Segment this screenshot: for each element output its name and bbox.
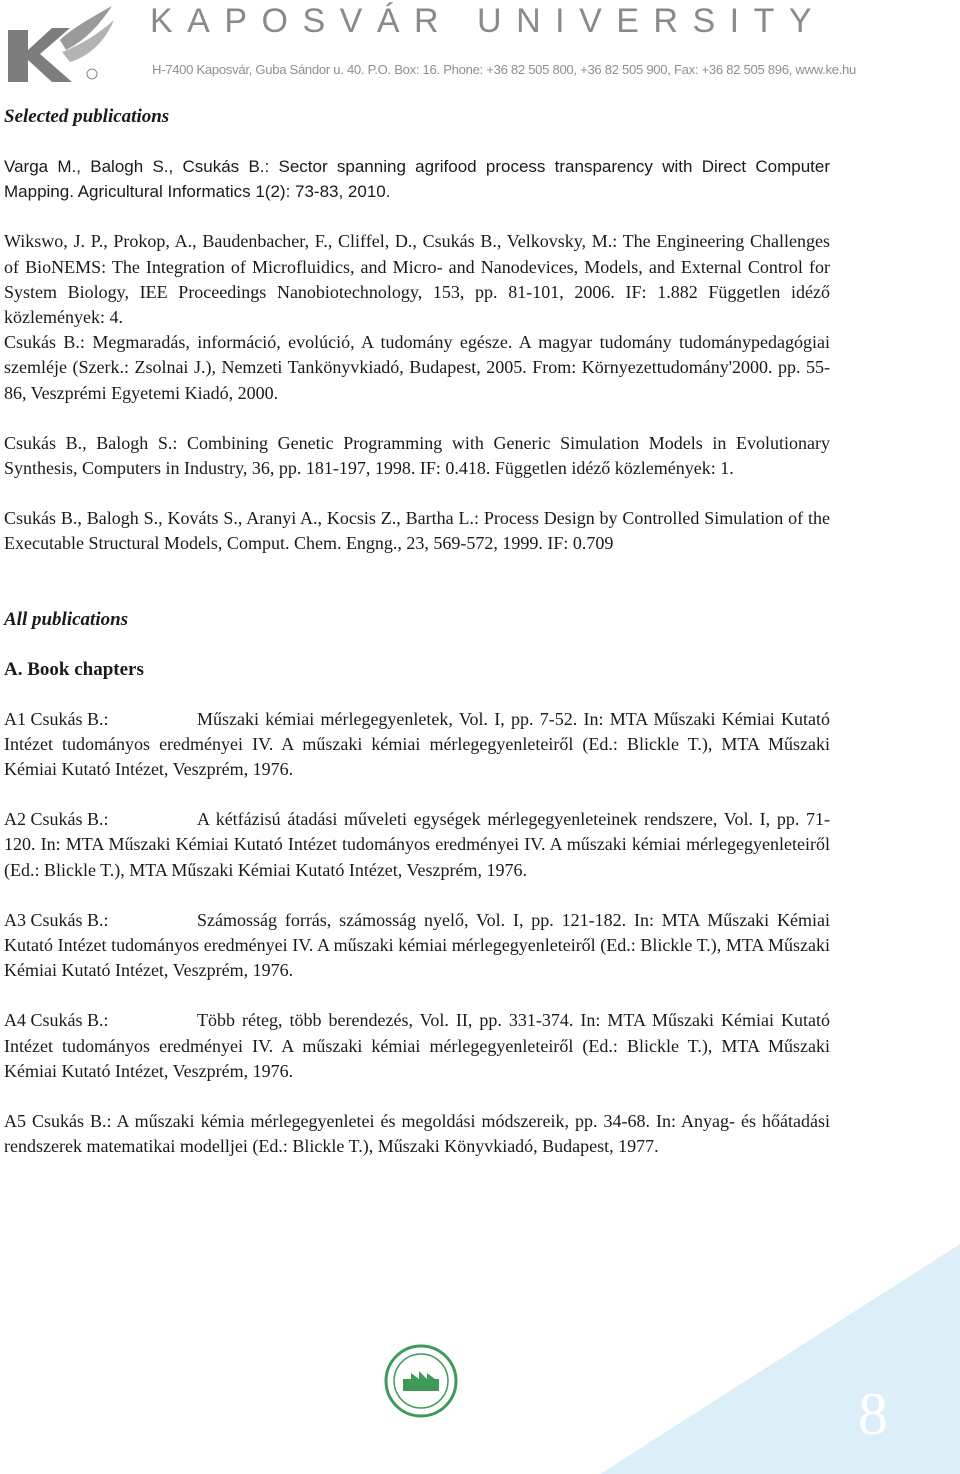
university-address: H-7400 Kaposvár, Guba Sándor u. 40. P.O. Box: 16. Phone: +36 82 505 800, +36 82 505 900, Fax: +36 82 505 896, www.ke.hu <box>152 62 857 77</box>
document-body <box>4 104 830 1159</box>
entry-text: Számosság forrás, számosság nyelő, Vol. I, pp. 121-182. In: MTA Műszaki Kémiai Kutató Intézet tudományos eredményei IV. A műszaki kémiai mérlegegyenleteiről (Ed.: Blickle T.), MTA Műszaki Kémiai Kutató Intézet, Veszprém, 1976. <box>4 909 830 981</box>
decorative-corner-triangle <box>600 1244 960 1474</box>
entry-label: A3 Csukás B.: <box>4 909 109 930</box>
entry-label: A4 Csukás B.: <box>4 1010 109 1031</box>
publication-entry: Csukás B.: Megmaradás, információ, evolúció, A tudomány egésze. A magyar tudomány tudománypedagógiai szemléje (Szerk.: Zsolnai J.), Nemzeti Tankönyvkiadó, Budapest, 2005. From: Környezettudomány'2000. pp. 55-86, Veszprémi Egyetemi Kiadó, 2000. <box>4 332 830 403</box>
entry-label: A2 Csukás B.: <box>4 809 109 830</box>
publication-entry: Varga M., Balogh S., Csukás B.: Sector spanning agrifood process transparency with Direct Computer Mapping. Agricultural Informatics 1(2): 73-83, 2010. <box>4 157 830 202</box>
book-chapter-entry <box>4 908 830 984</box>
university-logo-icon <box>0 0 118 84</box>
letterhead <box>0 0 960 92</box>
entry-text: Műszaki kémiai mérlegegyenletek, Vol. I, pp. 7-52. In: MTA Műszaki Kémiai Kutató Intézet tudományos eredményei IV. A műszaki kémiai mérlegegyenleteiről (Ed.: Blickle T.), MTA Műszaki Kémiai Kutató Intézet, Veszprém, 1976. <box>4 708 830 780</box>
book-chapter-entry <box>4 1008 830 1084</box>
publication-entry: Csukás B., Balogh S.: Combining Genetic Programming with Generic Simulation Models in Evolutionary Synthesis, Computers in Industry, 36, pp. 181-197, 1998. IF: 0.418. Független idéző közlemények: 1. <box>4 432 830 479</box>
book-chapter-entry: A5 Csukás B.: A műszaki kémia mérlegegyenletei és megoldási módszereik, pp. 34-68. In: Anyag- és hőátadási rendszerek matematikai modelljei (Ed.: Blickle T.), Műszaki Könyvkiadó, Budapest, 1977. <box>4 1111 830 1157</box>
publication-entry: Csukás B., Balogh S., Kováts S., Aranyi A., Kocsis Z., Bartha L.: Process Design by Controlled Simulation of the Executable Structural Models, Comput. Chem. Engng., 23, 569-572, 1999. IF: 0.709 <box>4 508 830 554</box>
university-name: KAPOSVÁR UNIVERSITY <box>150 2 827 40</box>
certification-stamp-icon <box>383 1343 459 1419</box>
book-chapter-entry <box>4 807 830 883</box>
entry-text: A kétfázisú átadási műveleti egységek mérlegegyenleteinek rendszere, Vol. I, pp. 71-120. In: MTA Műszaki Kémiai Kutató Intézet tudományos eredményei IV. A műszaki kémiai mérlegegyenleteiről (Ed.: Blickle T.), MTA Műszaki Kémiai Kutató Intézet, Veszprém, 1976. <box>4 809 830 880</box>
book-chapters-heading: A. Book chapters <box>4 658 144 680</box>
all-publications-heading: All publications <box>4 608 129 630</box>
page-number: 8 <box>858 1381 888 1447</box>
entry-label: A1 Csukás B.: <box>4 708 109 729</box>
selected-publications-heading: Selected publications <box>4 106 170 127</box>
book-chapter-entry <box>4 707 830 783</box>
entry-text: Több réteg, több berendezés, Vol. II, pp. 331-374. In: MTA Műszaki Kémiai Kutató Intézet tudományos eredményei IV. A műszaki kémiai mérlegegyenleteiről (Ed.: Blickle T.), MTA Műszaki Kémiai Kutató Intézet, Veszprém, 1976. <box>4 1010 830 1081</box>
publication-entry: Wikswo, J. P., Prokop, A., Baudenbacher, F., Cliffel, D., Csukás B., Velkovsky, M.: The Engineering Challenges of BioNEMS: The Integration of Microfluidics, and Micro- and Nanodevices, Models, and External Control for System Biology, IEE Proceedings Nanobiotechnology, 153, pp. 81-101, 2006. IF: 1.882 Független idéző közlemények: 4. <box>4 231 830 328</box>
